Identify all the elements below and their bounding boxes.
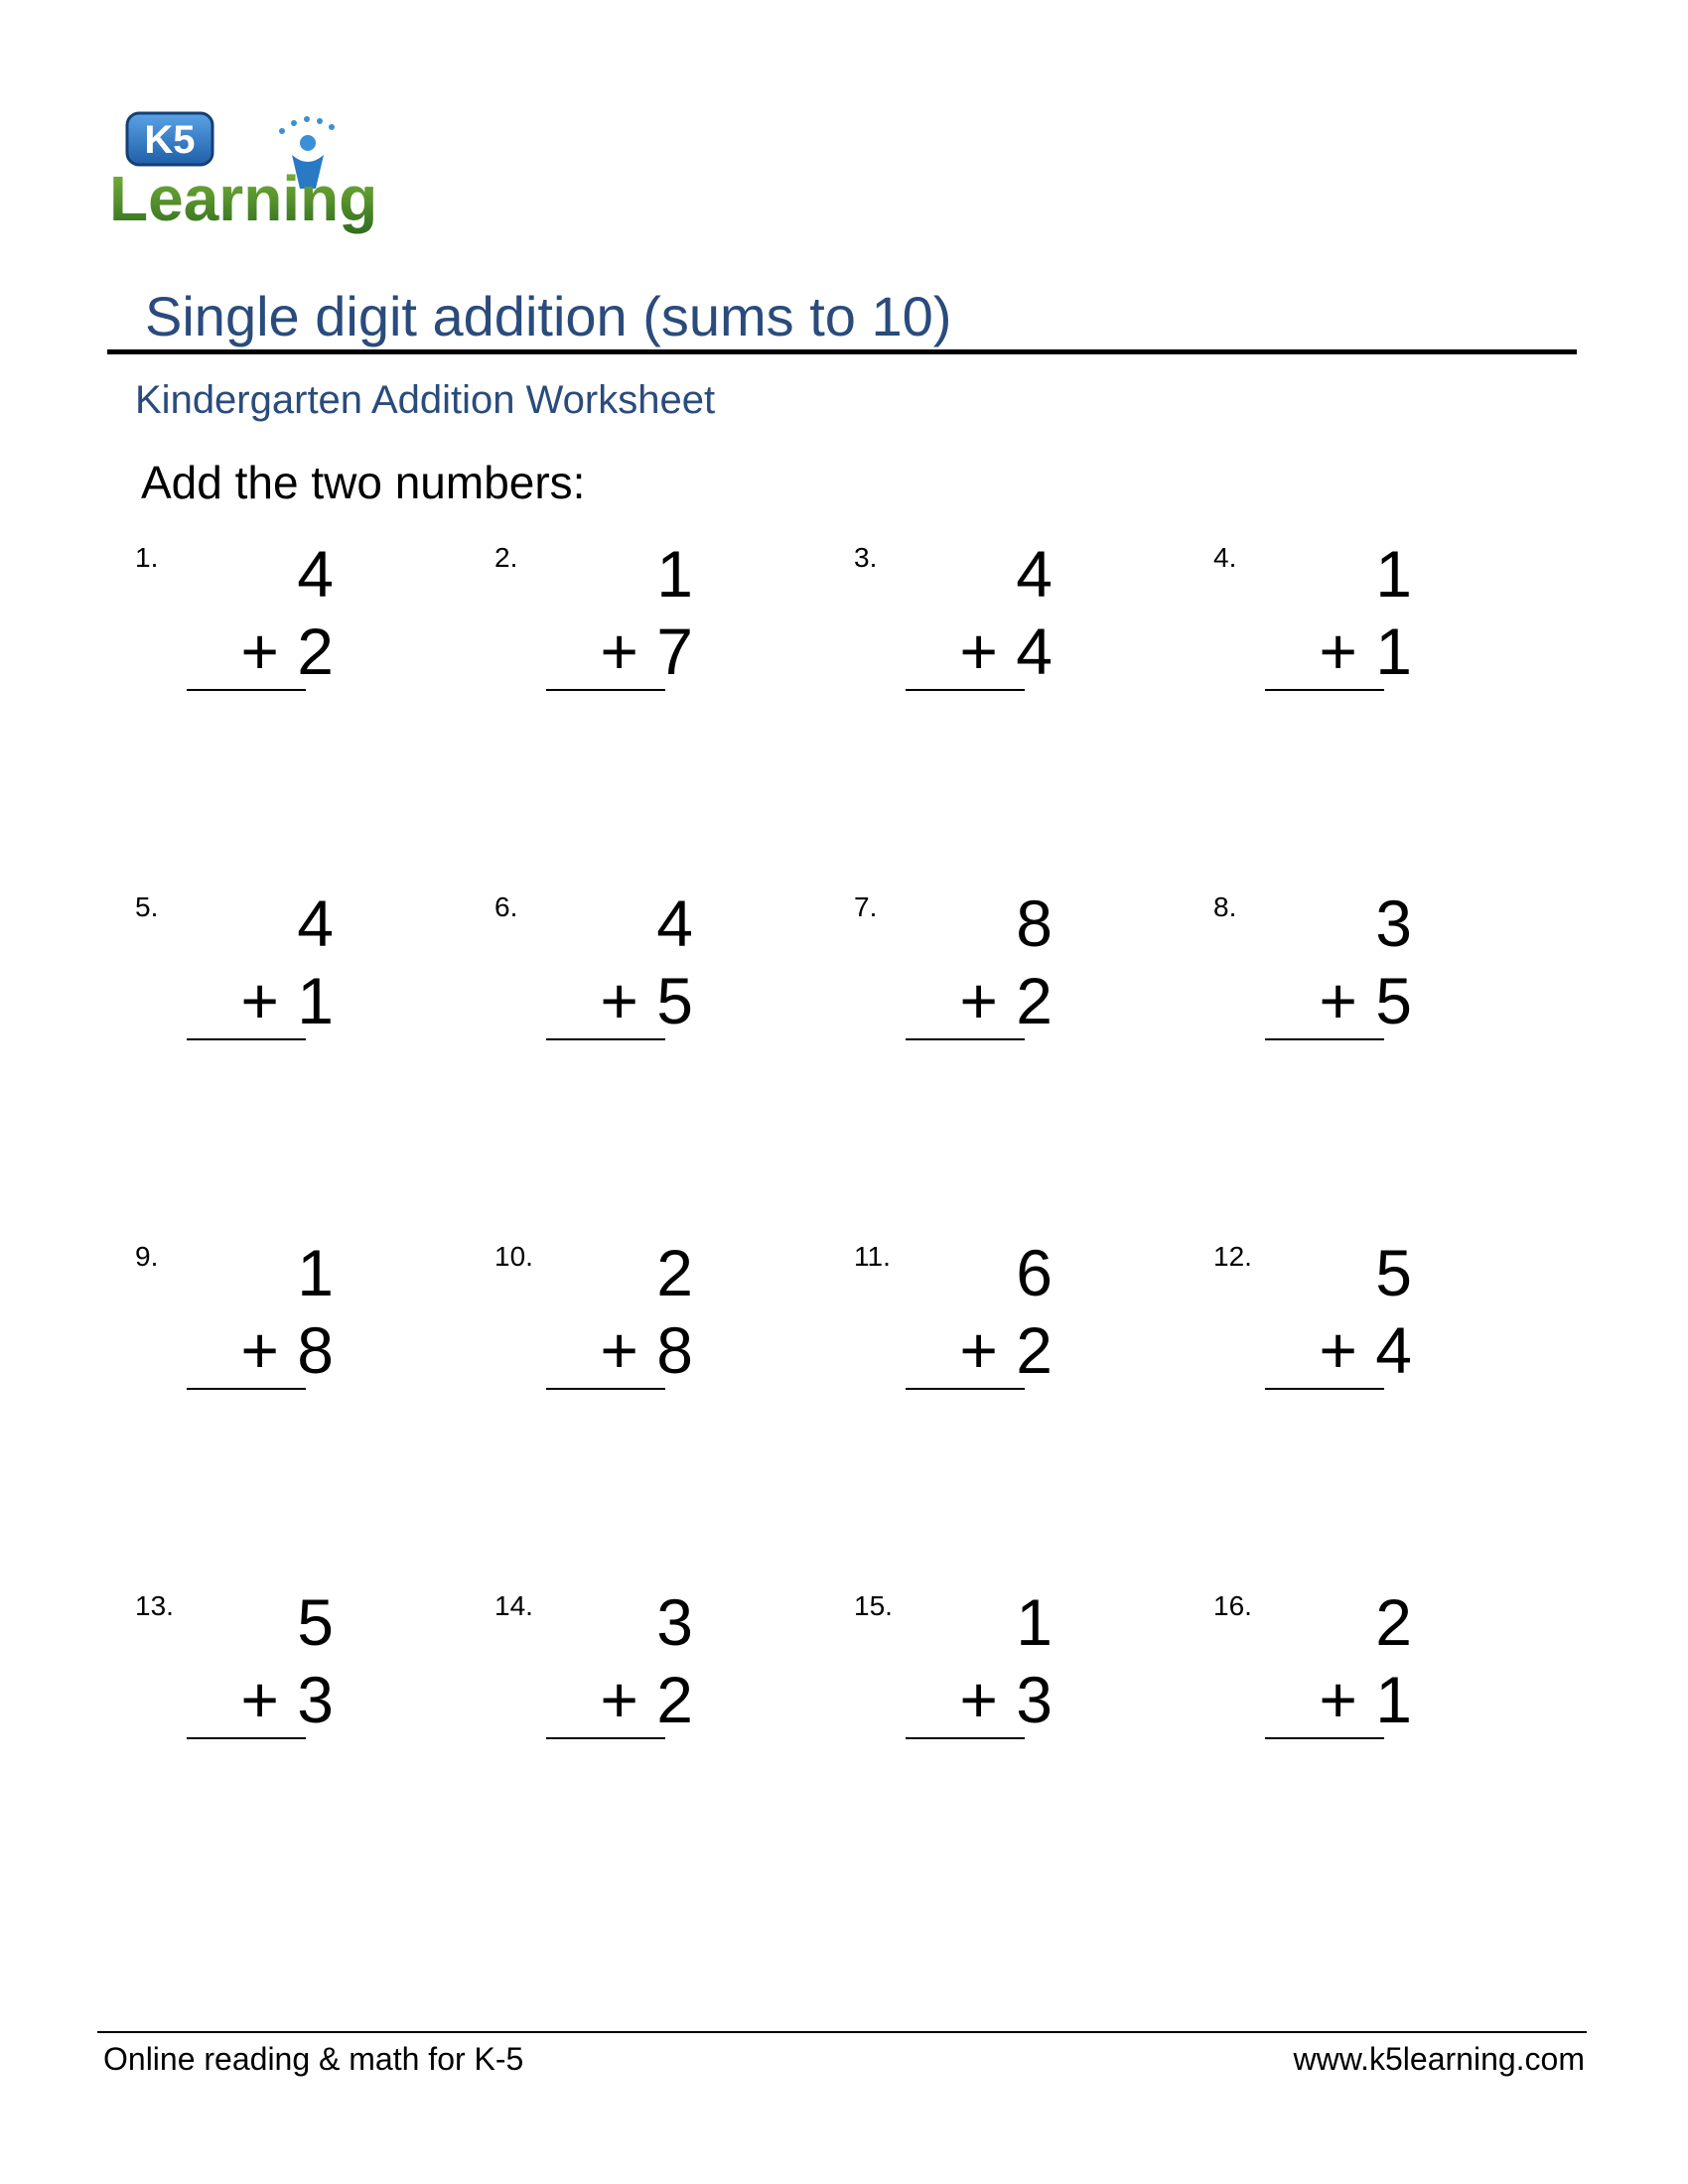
problem-1 — [135, 536, 433, 725]
answer-line — [1265, 1388, 1384, 1390]
problem-addend-top: 1 — [297, 1236, 334, 1309]
answer-line — [1265, 1038, 1384, 1040]
problem-addend-bottom: + 3 — [959, 1663, 1053, 1736]
answer-line — [1265, 1737, 1384, 1739]
problem-number: 8. — [1213, 891, 1237, 922]
problem-11 — [854, 1235, 1152, 1424]
answer-line — [906, 1038, 1025, 1040]
stars-arc — [279, 116, 335, 134]
k5-badge — [127, 113, 212, 165]
problem-addend-top: 4 — [1016, 537, 1053, 611]
problem-addend-top: 3 — [656, 1585, 693, 1659]
problem-addend-top: 5 — [297, 1585, 334, 1659]
problem-number: 15. — [854, 1590, 893, 1621]
problem-7 — [854, 886, 1152, 1074]
answer-line — [546, 1038, 665, 1040]
k5-learning-logo — [107, 107, 411, 238]
problem-addend-bottom: + 1 — [1319, 614, 1412, 688]
answer-line — [546, 1388, 665, 1390]
problem-addend-bottom: + 2 — [959, 964, 1053, 1037]
problem-12 — [1213, 1235, 1511, 1424]
problem-addend-top: 4 — [656, 887, 693, 960]
problem-number: 16. — [1213, 1590, 1252, 1621]
problem-addend-bottom: + 3 — [240, 1663, 334, 1736]
problem-number: 11. — [854, 1241, 891, 1272]
problem-addend-top: 2 — [1375, 1585, 1412, 1659]
problem-addend-bottom: + 4 — [959, 614, 1053, 688]
answer-line — [187, 1737, 306, 1739]
problem-number: 2. — [494, 542, 518, 573]
problem-addend-top: 1 — [1375, 537, 1412, 611]
answer-line — [187, 689, 306, 691]
problem-number: 14. — [494, 1590, 533, 1621]
problem-number: 12. — [1213, 1241, 1252, 1272]
answer-line — [906, 689, 1025, 691]
problem-8 — [1213, 886, 1511, 1074]
answer-line — [546, 1737, 665, 1739]
problem-number: 4. — [1213, 542, 1237, 573]
problem-15 — [854, 1584, 1152, 1773]
problem-9 — [135, 1235, 433, 1424]
page-title: Single digit addition (sums to 10) — [145, 285, 952, 347]
problem-number: 5. — [135, 891, 159, 922]
problem-addend-bottom: + 7 — [600, 614, 693, 688]
logo-wordmark: Learning — [109, 163, 378, 234]
answer-line — [187, 1388, 306, 1390]
footer-divider — [97, 2031, 1587, 2033]
problem-addend-bottom: + 8 — [240, 1313, 334, 1387]
problem-addend-bottom: + 2 — [240, 614, 334, 688]
answer-line — [187, 1038, 306, 1040]
problem-addend-top: 2 — [656, 1236, 693, 1309]
problem-5 — [135, 886, 433, 1074]
problem-number: 1. — [135, 542, 159, 573]
problem-addend-top: 3 — [1375, 887, 1412, 960]
problem-addend-bottom: + 5 — [600, 964, 693, 1037]
problem-number: 10. — [494, 1241, 533, 1272]
title-divider — [107, 349, 1577, 354]
problem-13 — [135, 1584, 433, 1773]
problem-3 — [854, 536, 1152, 725]
problem-addend-top: 4 — [297, 887, 334, 960]
problem-2 — [494, 536, 792, 725]
problem-4 — [1213, 536, 1511, 725]
problem-16 — [1213, 1584, 1511, 1773]
problem-addend-bottom: + 1 — [1319, 1663, 1412, 1736]
problem-addend-top: 1 — [1016, 1585, 1053, 1659]
answer-line — [1265, 689, 1384, 691]
problem-addend-top: 6 — [1016, 1236, 1053, 1309]
problem-addend-bottom: + 5 — [1319, 964, 1412, 1037]
problem-addend-top: 1 — [656, 537, 693, 611]
problem-number: 9. — [135, 1241, 159, 1272]
instructions: Add the two numbers: — [141, 457, 586, 508]
problem-addend-bottom: + 2 — [600, 1663, 693, 1736]
svg-text:K5: K5 — [144, 118, 196, 162]
footer-tagline: Online reading & math for K-5 — [103, 2041, 524, 2077]
problem-10 — [494, 1235, 792, 1424]
problem-14 — [494, 1584, 792, 1773]
footer-website: www.k5learning.com — [1293, 2041, 1585, 2077]
problem-number: 7. — [854, 891, 878, 922]
page-subtitle: Kindergarten Addition Worksheet — [135, 378, 716, 422]
problem-addend-bottom: + 4 — [1319, 1313, 1412, 1387]
problem-number: 13. — [135, 1590, 174, 1621]
answer-line — [906, 1737, 1025, 1739]
problem-number: 6. — [494, 891, 518, 922]
problem-addend-bottom: + 1 — [240, 964, 334, 1037]
problem-addend-top: 4 — [297, 537, 334, 611]
problem-6 — [494, 886, 792, 1074]
problem-addend-top: 5 — [1375, 1236, 1412, 1309]
problem-number: 3. — [854, 542, 878, 573]
answer-line — [906, 1388, 1025, 1390]
problem-addend-top: 8 — [1016, 887, 1053, 960]
problem-addend-bottom: + 8 — [600, 1313, 693, 1387]
problem-addend-bottom: + 2 — [959, 1313, 1053, 1387]
answer-line — [546, 689, 665, 691]
